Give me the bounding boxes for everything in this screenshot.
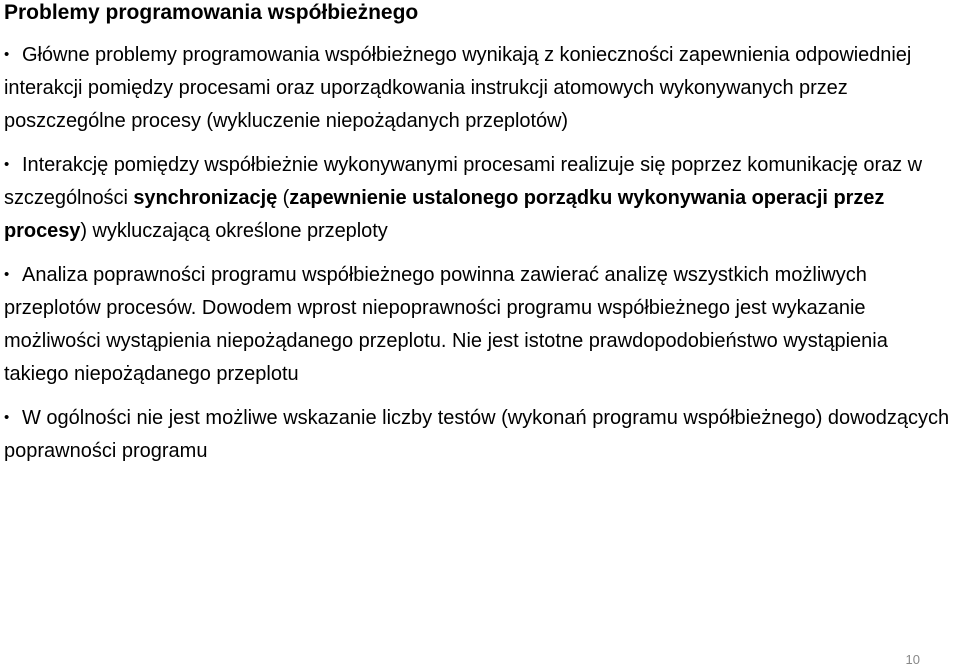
slide-title: Problemy programowania współbieżnego xyxy=(4,1,419,24)
bullet-item-2 xyxy=(4,148,954,248)
bullet-text: Główne problemy programowania współbieżnego wynikają z konieczności zapewnienia odpowiedniej interakcji pomiędzy procesami oraz uporządkowania instrukcji atomowych wykonywanych przez poszczególne procesy (wykluczenie niepożądanych przeplotów) xyxy=(4,44,912,132)
bullet-text: W ogólności nie jest możliwe wskazanie liczby testów (wykonań programu współbieżnego) dowodzących poprawności programu xyxy=(4,407,950,462)
bullet-text: ( xyxy=(277,187,290,209)
bullet-list xyxy=(4,38,954,478)
bold-term-synchronization: synchronizację xyxy=(133,187,278,209)
bullet-icon: • xyxy=(4,409,10,426)
bullet-icon: • xyxy=(4,156,10,173)
bullet-item-4 xyxy=(4,401,954,468)
bullet-text: Analiza poprawności programu współbieżnego powinna zawierać analizę wszystkich możliwych przeplotów procesów. Dowodem wprost niepoprawności programu współbieżnego jest wykazanie możliwości wystąpienia niepożądanego przeplotu. Nie jest istotne prawdopodobieństwo wystąpienia takiego niepożądanego przeplotu xyxy=(4,264,888,385)
bullet-item-3 xyxy=(4,258,954,391)
bullet-item-1 xyxy=(4,38,954,138)
bullet-text: Interakcję pomiędzy współbieżnie wykonywanymi procesami realizuje się poprzez komunikację oraz w szczególności xyxy=(4,154,923,209)
bullet-text: ) wykluczającą określone przeploty xyxy=(80,220,388,242)
bullet-icon: • xyxy=(4,46,10,63)
page-number: 10 xyxy=(905,652,920,667)
bold-term-definition: zapewnienie ustalonego porządku wykonywania operacji przez procesy xyxy=(4,187,885,242)
bullet-icon: • xyxy=(4,266,10,283)
